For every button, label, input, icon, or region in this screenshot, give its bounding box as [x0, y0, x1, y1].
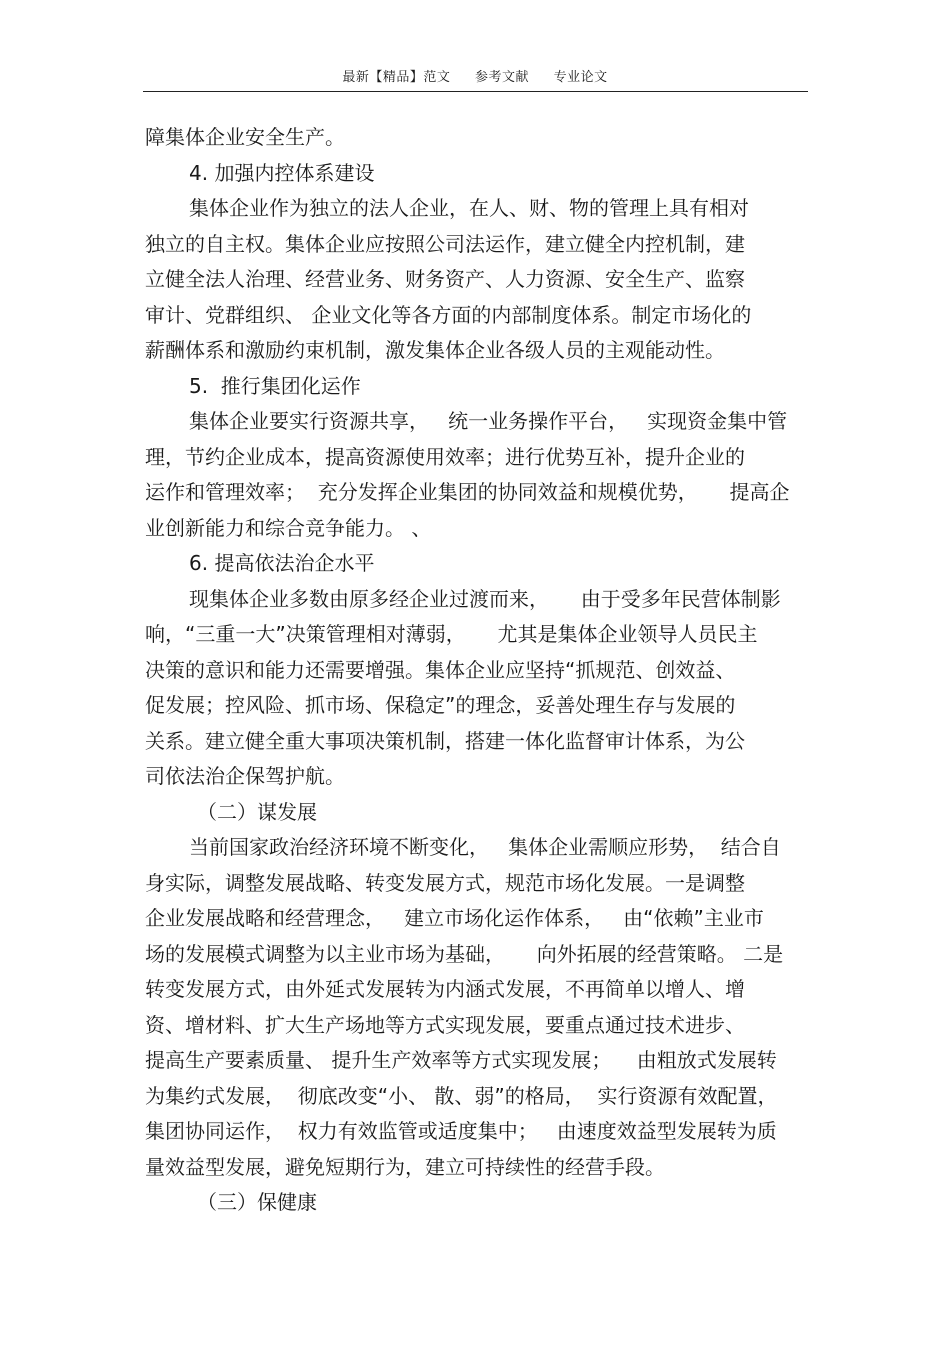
text-line: 转变发展方式，由外延式发展转为内涵式发展，不再简单以增人、增	[145, 977, 745, 1001]
text-line: 4. 加强内控体系建设	[189, 160, 375, 185]
text-line: 审计、党群组织、 企业文化等各方面的内部制度体系。制定市场化的	[145, 302, 752, 327]
text-line: 场的发展模式调整为以主业市场为基础， 向外拓展的经营策略。 二是	[145, 941, 784, 966]
text-line: 立健全法人治理、经营业务、财务资产、人力资源、安全生产、监察	[145, 267, 745, 291]
text-line: 企业发展战略和经营理念， 建立市场化运作体系， 由“依赖”主业市	[145, 906, 764, 930]
text-line: 响，“三重一大”决策管理相对薄弱， 尤其是集体企业领导人员民主	[145, 622, 758, 646]
text-line: 身实际，调整发展战略、转变发展方式，规范市场化发展。一是调整	[145, 870, 745, 895]
text-line: 障集体企业安全生产。	[145, 125, 345, 149]
text-line: 资、增材料、扩大生产场地等方式实现发展，要重点通过技术进步、	[145, 1012, 745, 1037]
text-line: 决策的意识和能力还需要增强。集体企业应坚持“抓规范、创效益、	[145, 657, 736, 682]
text-line: 5. 推行集团化运作	[189, 373, 361, 398]
text-line: 薪酬体系和激励约束机制，激发集体企业各级人员的主观能动性。	[145, 338, 725, 362]
text-line: 现集体企业多数由原多经企业过渡而来， 由于受多年民营体制影	[189, 586, 781, 611]
text-line: 促发展；控风险、抓市场、保稳定”的理念，妥善处理生存与发展的	[145, 693, 736, 717]
text-line: 司依法治企保驾护航。	[145, 764, 345, 788]
text-line: （三）保健康	[197, 1190, 317, 1214]
header-item: 最新【精品】范文	[342, 70, 451, 85]
text-line: 提高生产要素质量、 提升生产效率等方式实现发展； 由粗放式发展转	[145, 1048, 777, 1072]
text-line: 集体企业要实行资源共享， 统一业务操作平台， 实现资金集中管	[189, 409, 788, 433]
text-line: 理，节约企业成本，提高资源使用效率；进行优势互补，提升企业的	[145, 444, 745, 469]
text-line: 集体企业作为独立的法人企业，在人、财、物的管理上具有相对	[189, 196, 749, 220]
text-line: 量效益型发展，避免短期行为，建立可持续性的经营手段。	[145, 1154, 665, 1179]
text-line: 业创新能力和综合竞争能力。 、	[145, 515, 432, 540]
text-line: 当前国家政治经济环境不断变化， 集体企业需顺应形势， 结合自	[189, 835, 781, 859]
text-line: 6. 提高依法治企水平	[189, 551, 375, 575]
text-line: 为集约式发展， 彻底改变“小、 散、弱”的格局， 实行资源有效配置，	[145, 1083, 778, 1108]
text-line: 独立的自主权。集体企业应按照公司法运作，建立健全内控机制，建	[145, 231, 745, 256]
page-header	[0, 66, 950, 85]
text-line: 运作和管理效率； 充分发挥企业集团的协同效益和规模优势， 提高企	[145, 480, 790, 504]
document-body	[145, 120, 810, 1221]
text-line: 关系。建立健全重大事项决策机制，搭建一体化监督审计体系，为公	[145, 728, 745, 753]
header-item: 专业论文	[553, 70, 608, 85]
text-line: 集团协同运作， 权力有效监管或适度集中； 由速度效益型发展转为质	[145, 1119, 777, 1143]
header-rule	[143, 91, 808, 92]
header-item: 参考文献	[474, 70, 529, 85]
text-line: （二）谋发展	[197, 799, 317, 824]
